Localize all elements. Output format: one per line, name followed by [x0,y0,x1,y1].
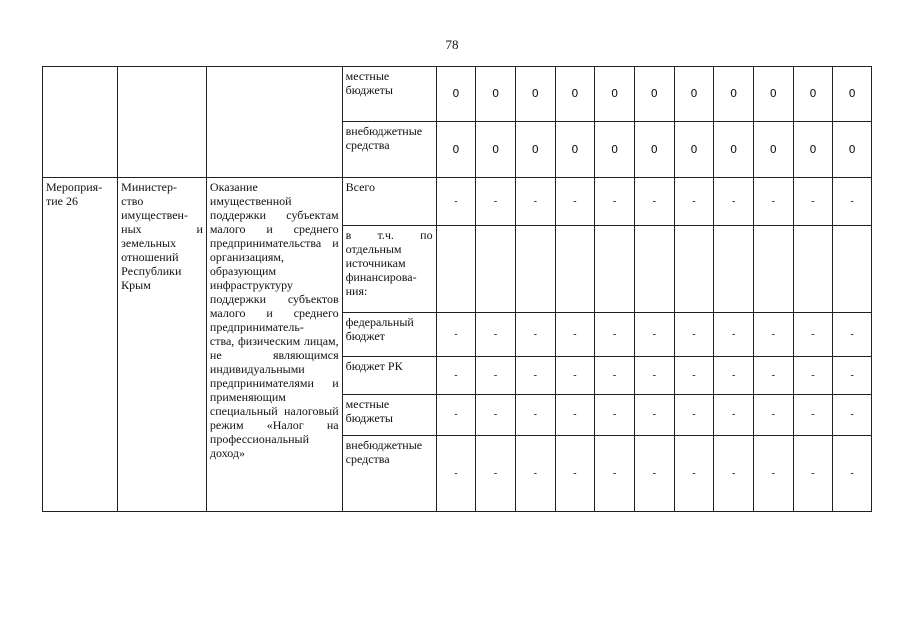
value-cell: - [595,313,635,357]
funding-source: местные бюджеты [342,395,436,436]
value-cell [476,226,516,313]
value-cell [793,226,833,313]
value-cell: - [436,395,476,436]
value-cell: - [555,313,595,357]
value-cell: - [476,357,516,395]
value-cell: - [793,313,833,357]
value-cell: - [595,395,635,436]
value-cell: 0 [833,67,872,122]
value-cell: - [833,313,872,357]
value-cell: 0 [674,122,714,178]
value-cell: 0 [714,122,754,178]
value-cell: - [674,357,714,395]
table-row [43,178,872,226]
empty-cell [206,67,342,178]
value-cell [436,226,476,313]
value-cell: 0 [793,67,833,122]
value-cell: - [793,178,833,226]
value-cell: - [515,436,555,512]
value-cell: - [515,313,555,357]
value-cell [595,226,635,313]
measure-name: Мероприя- тие 26 [43,178,118,512]
value-cell: 0 [476,67,516,122]
value-cell: 0 [833,122,872,178]
value-cell: - [674,395,714,436]
value-cell: 0 [753,122,793,178]
funding-source: в т.ч. по отдельным источникам финансирова- ния: [342,226,436,313]
empty-cell [43,67,118,178]
value-cell: - [833,395,872,436]
value-cell: - [714,395,754,436]
value-cell: - [753,178,793,226]
value-cell: - [674,436,714,512]
value-cell: - [634,357,674,395]
value-cell: - [555,395,595,436]
value-cell [833,226,872,313]
value-cell: 0 [634,122,674,178]
value-cell: - [714,436,754,512]
value-cell [714,226,754,313]
value-cell: - [793,357,833,395]
value-cell: - [753,395,793,436]
funding-source: федеральный бюджет [342,313,436,357]
value-cell: 0 [595,122,635,178]
value-cell: - [634,436,674,512]
value-cell: - [753,436,793,512]
value-cell: - [833,436,872,512]
value-cell: - [833,178,872,226]
value-cell: 0 [515,67,555,122]
value-cell: - [674,313,714,357]
value-cell: - [515,395,555,436]
value-cell: 0 [595,67,635,122]
value-cell: - [476,436,516,512]
value-cell: - [753,313,793,357]
value-cell [634,226,674,313]
budget-table [42,66,872,512]
value-cell: - [595,178,635,226]
value-cell: - [793,395,833,436]
value-cell: 0 [753,67,793,122]
value-cell: - [515,178,555,226]
value-cell: - [634,395,674,436]
measure-description: Оказание имущественной поддержки субъектам малого и среднего предпринимательства и организациям, образующим инфраструктуру поддержки субъектов малого и среднего предприниматель- ства, физическим лицам, не являющимся индивидуальными предпринимателями и применяющим специальный налоговый режим «Налог на профессиональный доход» [206,178,342,512]
value-cell: 0 [674,67,714,122]
measure-executor: Министер- ство имуществен- ных и земельных отношений Республики Крым [118,178,207,512]
value-cell: - [476,395,516,436]
value-cell: - [515,357,555,395]
value-cell: - [634,178,674,226]
value-cell: - [555,357,595,395]
value-cell: - [595,436,635,512]
value-cell: 0 [436,122,476,178]
value-cell: 0 [555,67,595,122]
value-cell: - [476,178,516,226]
value-cell: - [436,357,476,395]
value-cell: 0 [476,122,516,178]
value-cell [515,226,555,313]
value-cell: - [436,313,476,357]
funding-source: внебюджетные средства [342,436,436,512]
value-cell: - [555,436,595,512]
value-cell: - [793,436,833,512]
value-cell: - [595,357,635,395]
value-cell: - [436,436,476,512]
value-cell: - [476,313,516,357]
value-cell: 0 [714,67,754,122]
funding-source: местные бюджеты [342,67,436,122]
empty-cell [118,67,207,178]
value-cell: 0 [515,122,555,178]
value-cell [674,226,714,313]
funding-source: бюджет РК [342,357,436,395]
funding-source: внебюджетные средства [342,122,436,178]
value-cell: - [674,178,714,226]
value-cell: 0 [555,122,595,178]
value-cell: - [714,178,754,226]
value-cell: - [634,313,674,357]
page-number: 78 [445,37,459,52]
value-cell: - [833,357,872,395]
value-cell [753,226,793,313]
value-cell: - [714,313,754,357]
value-cell: - [753,357,793,395]
value-cell: - [436,178,476,226]
funding-source: Всего [342,178,436,226]
value-cell: - [714,357,754,395]
value-cell: 0 [634,67,674,122]
value-cell [555,226,595,313]
value-cell: - [555,178,595,226]
value-cell: 0 [793,122,833,178]
value-cell: 0 [436,67,476,122]
table-row [43,67,872,122]
